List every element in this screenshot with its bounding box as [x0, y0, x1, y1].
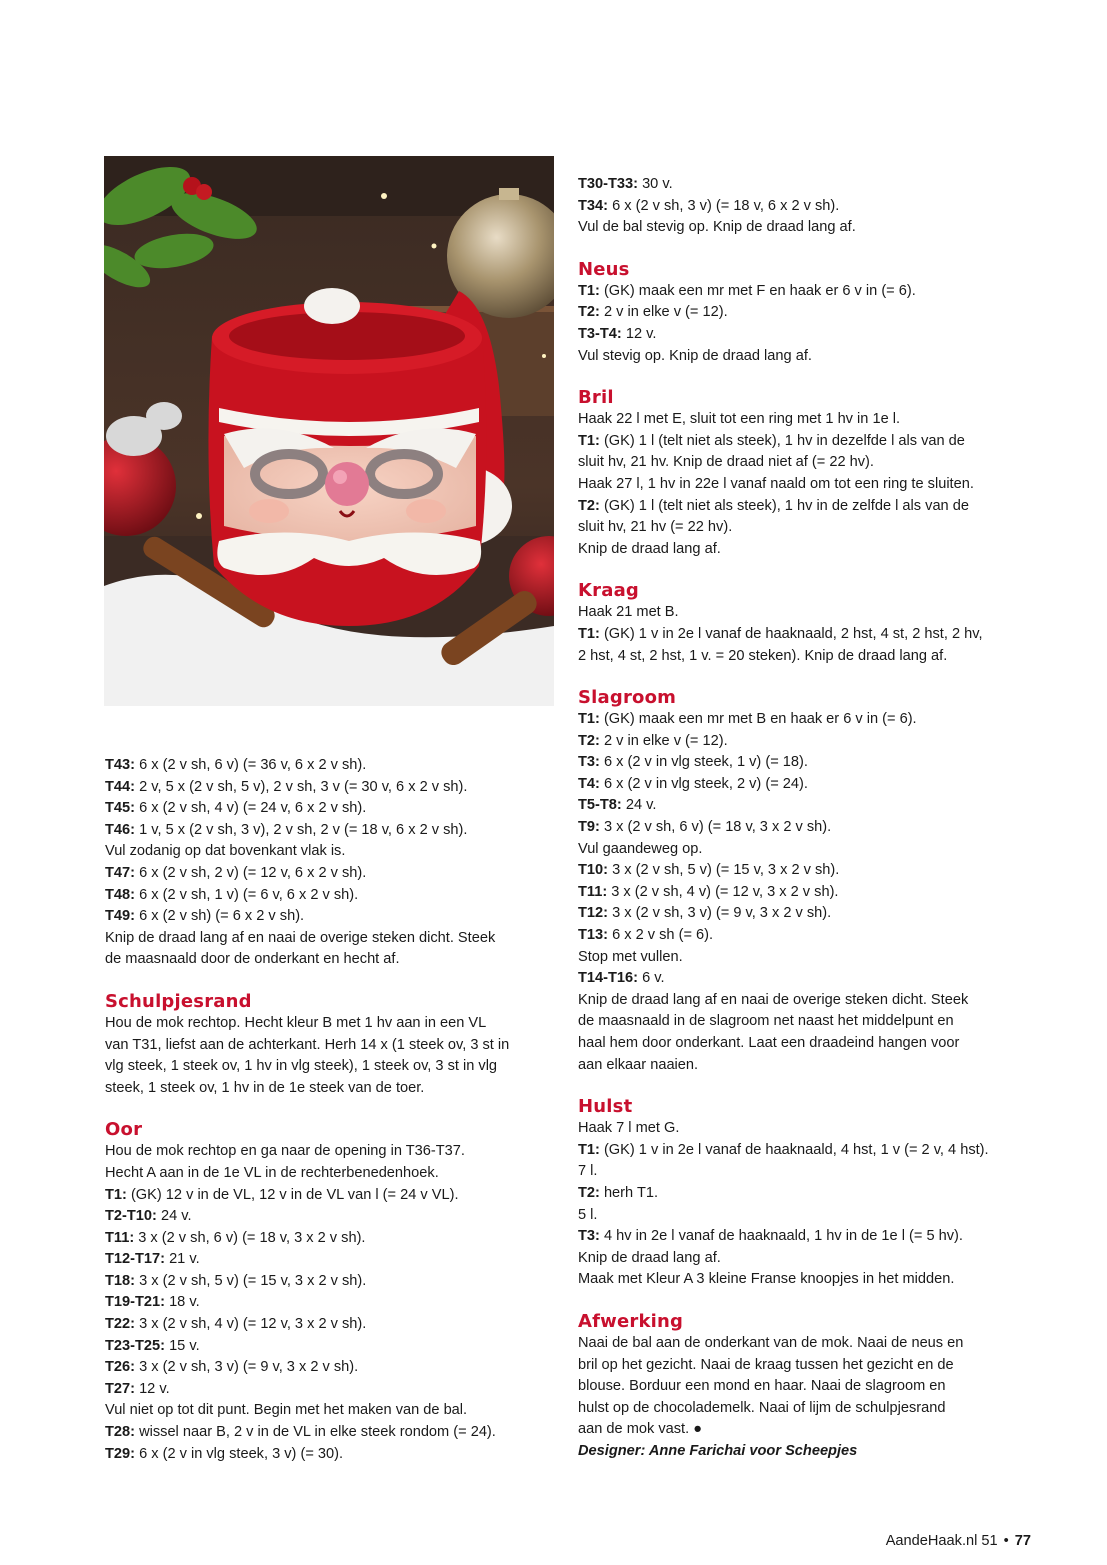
instruction-line	[578, 882, 1038, 904]
instruction-line	[578, 1033, 1038, 1055]
round-label: T29:	[105, 1445, 136, 1462]
instruction-text: vlg steek, 1 steek ov, 1 hv in vlg steek), 1 steek ov, 3 st in vlg	[105, 1058, 498, 1075]
instruction-text: 6 x (2 v in vlg steek, 2 v) (= 24).	[599, 775, 808, 792]
instruction-text: 21 v.	[165, 1251, 200, 1268]
instruction-text: 1 v, 5 x (2 v sh, 3 v), 2 v sh, 2 v (= 18 v, 6 x 2 v sh).	[135, 821, 468, 838]
instruction-line	[105, 1035, 557, 1057]
instruction-line	[105, 1357, 557, 1379]
instruction-line	[105, 1400, 557, 1422]
round-label: T12-T17:	[105, 1251, 166, 1268]
round-label: T9:	[578, 819, 600, 836]
instruction-text: Haak 22 l met E, sluit tot een ring met 1 hv in 1e l.	[578, 411, 901, 428]
round-label: T43:	[105, 757, 136, 773]
schulpjesrand-block	[105, 1013, 557, 1099]
round-label: T2:	[578, 732, 600, 749]
round-label: T1:	[578, 432, 600, 449]
round-label: T47:	[105, 864, 136, 881]
instruction-line	[105, 1379, 557, 1401]
right-intro-block	[578, 174, 1038, 239]
instruction-text: 6 x (2 v in vlg steek, 3 v) (= 30).	[135, 1445, 344, 1462]
left-column	[105, 755, 557, 1465]
round-label: T49:	[105, 908, 136, 925]
instruction-text: sluit hv, 21 hv (= 22 hv).	[578, 519, 733, 536]
instruction-line	[578, 1055, 1038, 1077]
heading-kraag: Kraag	[578, 580, 640, 602]
round-label: T14-T16:	[578, 970, 639, 987]
instruction-text: 3 x (2 v sh, 5 v) (= 15 v, 3 x 2 v sh).	[135, 1272, 367, 1289]
instruction-line	[578, 409, 1038, 431]
instruction-text: 2 v in elke v (= 12).	[599, 732, 728, 749]
heading-oor: Oor	[105, 1119, 143, 1141]
instruction-line	[105, 1078, 557, 1100]
instruction-text: Vul gaandeweg op.	[578, 840, 703, 857]
round-label: T1:	[578, 1141, 600, 1158]
instruction-line	[578, 1355, 1038, 1377]
instruction-text: 6 x (2 v sh, 6 v) (= 36 v, 6 x 2 v sh).	[135, 757, 367, 773]
instruction-text: bril op het gezicht. Naai de kraag tussen het gezicht en de	[578, 1356, 954, 1373]
heading-schulpjesrand: Schulpjesrand	[105, 990, 252, 1012]
instruction-line	[578, 646, 1038, 668]
instruction-line	[578, 925, 1038, 947]
instruction-line	[105, 1249, 557, 1271]
instruction-line	[105, 1013, 557, 1035]
instruction-line	[105, 1336, 557, 1358]
round-label: T1:	[578, 625, 600, 642]
instruction-line	[578, 474, 1038, 496]
instruction-text: 15 v.	[165, 1337, 200, 1354]
instruction-line	[105, 1163, 557, 1185]
instruction-text: 3 x (2 v sh, 6 v) (= 18 v, 3 x 2 v sh).	[134, 1229, 366, 1246]
instruction-line	[578, 990, 1038, 1012]
instruction-text: de maasnaald in de slagroom net naast het middelpunt en	[578, 1013, 954, 1030]
instruction-text: Hou de mok rechtop. Hecht kleur B met 1 hv aan in een VL	[105, 1014, 487, 1031]
instruction-text: wissel naar B, 2 v in de VL in elke steek rondom (= 24).	[135, 1424, 496, 1441]
instruction-text: 5 l.	[578, 1206, 598, 1223]
instruction-text: 3 x (2 v sh, 4 v) (= 12 v, 3 x 2 v sh).	[607, 883, 839, 900]
instruction-line	[578, 539, 1038, 561]
neus-block	[578, 281, 1038, 367]
footer-bullet: •	[1003, 1533, 1009, 1549]
instruction-text: van T31, liefst aan de achterkant. Herh 14 x (1 steek ov, 3 st in	[105, 1036, 510, 1053]
right-column	[578, 174, 1038, 1463]
round-label: T1:	[105, 1186, 127, 1203]
instruction-line	[578, 452, 1038, 474]
instruction-line	[105, 777, 557, 799]
instruction-text: 3 x (2 v sh, 5 v) (= 15 v, 3 x 2 v sh).	[608, 862, 840, 879]
instruction-line	[578, 968, 1038, 990]
round-label: T23-T25:	[105, 1337, 166, 1354]
instruction-line	[105, 798, 557, 820]
instruction-line	[578, 1248, 1038, 1270]
instruction-text: 24 v.	[156, 1208, 192, 1225]
instruction-line	[578, 517, 1038, 539]
instruction-text: Stop met vullen.	[578, 948, 683, 965]
round-label: T1:	[578, 711, 600, 728]
instruction-text: 6 x 2 v sh (= 6).	[608, 927, 714, 944]
instruction-line	[105, 885, 557, 907]
round-label: T2:	[578, 304, 600, 321]
kraag-block	[578, 602, 1038, 667]
page-footer	[886, 1531, 1031, 1551]
left-intro-block	[105, 755, 557, 971]
round-label: T45:	[105, 800, 136, 817]
round-label: T27:	[105, 1380, 136, 1397]
round-label: T2:	[578, 1184, 600, 1201]
instruction-line	[105, 928, 557, 950]
instruction-text: (GK) 1 l (telt niet als steek), 1 hv in de zelfde l als van de	[599, 497, 969, 514]
round-label: T18:	[105, 1272, 136, 1289]
instruction-line	[578, 752, 1038, 774]
instruction-text: herh T1.	[599, 1184, 659, 1201]
instruction-text: haal hem door onderkant. Laat een draadeind hangen voor	[578, 1035, 960, 1051]
instruction-line	[578, 1226, 1038, 1248]
instruction-text: Haak 21 met B.	[578, 604, 679, 621]
instruction-line	[105, 949, 557, 971]
instruction-line	[578, 431, 1038, 453]
round-label: T3:	[578, 1228, 600, 1245]
instruction-text: Knip de draad lang af en naai de overige steken dicht. Steek	[105, 929, 496, 946]
heading-afwerking: Afwerking	[578, 1310, 684, 1332]
instruction-text: 3 x (2 v sh, 3 v) (= 9 v, 3 x 2 v sh).	[608, 905, 832, 922]
round-label: T12:	[578, 905, 609, 922]
instruction-text: aan de mok vast. ●	[578, 1421, 703, 1438]
instruction-text: Haak 27 l, 1 hv in 22e l vanaf naald om tot een ring te sluiten.	[578, 475, 974, 492]
instruction-text: Vul niet op tot dit punt. Begin met het maken van de bal.	[105, 1402, 468, 1419]
heading-slagroom: Slagroom	[578, 687, 677, 709]
instruction-text: hulst op de chocolademelk. Naai of lijm de schulpjesrand	[578, 1399, 946, 1416]
instruction-line	[105, 1185, 557, 1207]
instruction-text: aan elkaar naaien.	[578, 1056, 699, 1073]
instruction-line	[578, 903, 1038, 925]
instruction-line	[578, 1118, 1038, 1140]
instruction-text: Knip de draad lang af en naai de overige steken dicht. Steek	[578, 991, 969, 1008]
instruction-line	[105, 1292, 557, 1314]
instruction-text: (GK) maak een mr met F en haak er 6 v in (= 6).	[599, 282, 916, 299]
round-label: T19-T21:	[105, 1294, 166, 1311]
round-label: T2-T10:	[105, 1208, 157, 1225]
round-label: T11:	[578, 883, 608, 900]
heading-hulst: Hulst	[578, 1096, 633, 1118]
bril-block	[578, 409, 1038, 560]
instruction-line	[105, 820, 557, 842]
instruction-text: 24 v.	[621, 797, 657, 814]
instruction-text: 6 x (2 v sh, 3 v) (= 18 v, 6 x 2 v sh).	[608, 197, 840, 214]
instruction-line	[578, 947, 1038, 969]
instruction-text: 6 x (2 v sh, 1 v) (= 6 v, 6 x 2 v sh).	[135, 886, 359, 903]
instruction-text: blouse. Borduur een mond en haar. Naai de slagroom en	[578, 1378, 946, 1395]
instruction-text: sluit hv, 21 hv. Knip de draad niet af (= 22 hv).	[578, 454, 874, 471]
round-label: T11:	[105, 1229, 135, 1246]
instruction-line	[105, 863, 557, 885]
instruction-line	[578, 302, 1038, 324]
instruction-line	[578, 1398, 1038, 1420]
instruction-line	[578, 496, 1038, 518]
instruction-line	[578, 774, 1038, 796]
instruction-text: 3 x (2 v sh, 6 v) (= 18 v, 3 x 2 v sh).	[599, 819, 832, 836]
instruction-text: de maasnaald door de onderkant en hecht af.	[105, 951, 400, 968]
instruction-line	[105, 1271, 557, 1293]
instruction-text: 3 x (2 v sh, 3 v) (= 9 v, 3 x 2 v sh).	[135, 1359, 359, 1376]
round-label: T28:	[105, 1424, 136, 1441]
round-label: T1:	[578, 282, 600, 299]
round-label: T13:	[578, 927, 609, 944]
instruction-text: 6 x (2 v sh, 4 v) (= 24 v, 6 x 2 v sh).	[135, 800, 367, 817]
page-number: 77	[1014, 1533, 1031, 1549]
instruction-line	[105, 1056, 557, 1078]
round-label: T30-T33:	[578, 176, 639, 192]
instruction-text: 12 v.	[621, 325, 657, 342]
instruction-line	[105, 841, 557, 863]
hulst-block	[578, 1118, 1038, 1291]
heading-bril: Bril	[578, 387, 614, 409]
instruction-text: 18 v.	[165, 1294, 200, 1311]
instruction-line	[578, 1140, 1038, 1162]
instruction-line	[578, 709, 1038, 731]
santa-mug-photo	[104, 156, 554, 706]
instruction-line	[578, 817, 1038, 839]
instruction-text: Vul de bal stevig op. Knip de draad lang af.	[578, 219, 856, 236]
instruction-line	[578, 624, 1038, 646]
instruction-text: 6 v.	[638, 970, 665, 987]
instruction-text: 2 hst, 4 st, 2 hst, 1 v. = 20 steken). Knip de draad lang af.	[578, 647, 948, 664]
instruction-text: (GK) 1 v in 2e l vanaf de haaknaald, 4 hst, 1 v (= 2 v, 4 hst).	[599, 1141, 989, 1158]
designer-credit: Designer: Anne Farichai voor Scheepjes	[578, 1442, 858, 1459]
instruction-line	[578, 860, 1038, 882]
instruction-line	[578, 281, 1038, 303]
round-label: T5-T8:	[578, 797, 622, 814]
instruction-text: 6 x (2 v in vlg steek, 1 v) (= 18).	[599, 754, 808, 771]
instruction-text: Maak met Kleur A 3 kleine Franse knoopjes in het midden.	[578, 1271, 955, 1288]
round-label: T2:	[578, 497, 600, 514]
instruction-text: Knip de draad lang af.	[578, 1249, 721, 1266]
instruction-text: 6 x (2 v sh) (= 6 x 2 v sh).	[135, 908, 305, 925]
instruction-line	[105, 1422, 557, 1444]
round-label: T4:	[578, 775, 600, 792]
instruction-text: 6 x (2 v sh, 2 v) (= 12 v, 6 x 2 v sh).	[135, 864, 367, 881]
instruction-text: 3 x (2 v sh, 4 v) (= 12 v, 3 x 2 v sh).	[135, 1316, 367, 1333]
instruction-line	[578, 795, 1038, 817]
oor-block	[105, 1141, 557, 1465]
instruction-text: Hou de mok rechtop en ga naar de opening in T36-T37.	[105, 1143, 465, 1160]
instruction-line	[578, 1376, 1038, 1398]
instruction-text: (GK) 1 l (telt niet als steek), 1 hv in dezelfde l als van de	[599, 432, 965, 449]
instruction-text: 12 v.	[135, 1380, 170, 1397]
instruction-text: Vul stevig op. Knip de draad lang af.	[578, 347, 812, 364]
instruction-text: (GK) maak een mr met B en haak er 6 v in (= 6).	[599, 711, 917, 728]
instruction-line	[578, 324, 1038, 346]
instruction-text: 7 l.	[578, 1163, 598, 1180]
instruction-line	[105, 1141, 557, 1163]
instruction-line	[578, 346, 1038, 368]
instruction-line	[578, 731, 1038, 753]
instruction-line	[105, 1206, 557, 1228]
instruction-line	[578, 1419, 1038, 1441]
instruction-line	[105, 1444, 557, 1466]
round-label: T3:	[578, 754, 600, 771]
instruction-text: (GK) 1 v in 2e l vanaf de haaknaald, 2 hst, 4 st, 2 hst, 2 hv,	[599, 625, 983, 642]
heading-neus: Neus	[578, 258, 630, 280]
round-label: T46:	[105, 821, 136, 838]
instruction-line	[578, 1269, 1038, 1291]
instruction-line	[578, 1333, 1038, 1355]
instruction-text: 30 v.	[638, 176, 673, 192]
instruction-line	[578, 1183, 1038, 1205]
round-label: T34:	[578, 197, 609, 214]
instruction-line	[578, 602, 1038, 624]
instruction-text: 4 hv in 2e l vanaf de haaknaald, 1 hv in de 1e l (= 5 hv).	[599, 1228, 963, 1245]
instruction-text: Haak 7 l met G.	[578, 1120, 680, 1137]
instruction-line	[578, 217, 1038, 239]
instruction-line	[105, 1314, 557, 1336]
instruction-text: 2 v in elke v (= 12).	[599, 304, 728, 321]
instruction-line	[105, 755, 557, 777]
instruction-line	[578, 174, 1038, 196]
instruction-line	[578, 1205, 1038, 1227]
magazine-name: AandeHaak.nl 51	[885, 1533, 998, 1549]
instruction-line	[578, 839, 1038, 861]
instruction-text: Knip de draad lang af.	[578, 540, 721, 557]
instruction-line	[578, 196, 1038, 218]
instruction-text: 2 v, 5 x (2 v sh, 5 v), 2 v sh, 3 v (= 30 v, 6 x 2 v sh).	[135, 778, 468, 795]
slagroom-block	[578, 709, 1038, 1076]
instruction-line	[105, 906, 557, 928]
instruction-text: Hecht A aan in de 1e VL in de rechterbenedenhoek.	[105, 1164, 439, 1181]
round-label: T48:	[105, 886, 136, 903]
round-label: T26:	[105, 1359, 136, 1376]
instruction-text: (GK) 12 v in de VL, 12 v in de VL van l (= 24 v VL).	[126, 1186, 459, 1203]
instruction-text: Naai de bal aan de onderkant van de mok. Naai de neus en	[578, 1334, 964, 1351]
instruction-text: steek, 1 steek ov, 1 hv in de 1e steek van de toer.	[105, 1079, 425, 1096]
instruction-text: Vul zodanig op dat bovenkant vlak is.	[105, 843, 346, 860]
round-label: T22:	[105, 1316, 136, 1333]
round-label: T3-T4:	[578, 325, 622, 342]
round-label: T10:	[578, 862, 609, 879]
afwerking-block	[578, 1333, 1038, 1441]
instruction-line	[578, 1011, 1038, 1033]
round-label: T44:	[105, 778, 136, 795]
instruction-line	[105, 1228, 557, 1250]
instruction-line	[578, 1161, 1038, 1183]
